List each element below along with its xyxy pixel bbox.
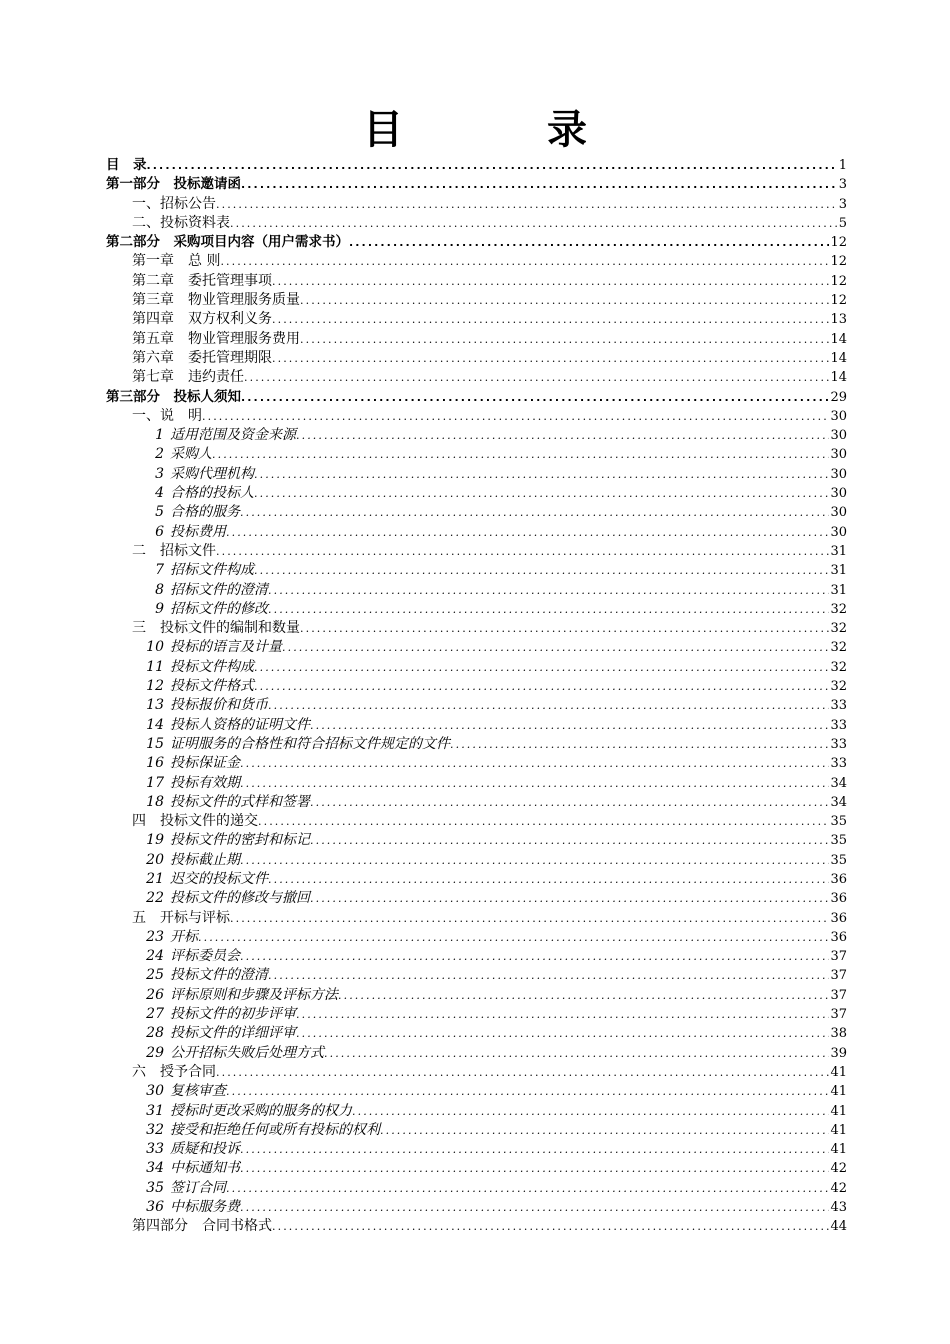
toc-page-number: 14 (830, 331, 847, 347)
toc-page-number: 33 (830, 736, 847, 752)
dot-leader (226, 1082, 829, 1101)
toc-page-number: 41 (830, 1142, 847, 1158)
toc-page-number: 14 (830, 350, 847, 366)
toc-entry-text: 投标文件格式 (170, 678, 254, 695)
toc-entry-number: 20 (146, 851, 164, 868)
toc-entry-number: 33 (146, 1141, 164, 1158)
dot-leader (240, 947, 829, 966)
toc-entry-text: 适用范围及资金来源 (170, 427, 296, 444)
toc-entry-text: 投标截止期 (170, 851, 240, 868)
toc-page-number: 14 (830, 370, 847, 386)
toc-entry[interactable] (106, 696, 847, 715)
toc-entry-text: 投标人资格的证明文件 (170, 716, 310, 733)
toc-entry-label (138, 523, 226, 542)
toc-entry-text: 投标的语言及计量 (170, 639, 282, 656)
toc-page-number: 30 (830, 466, 847, 482)
toc-page-number: 32 (830, 640, 847, 656)
toc-entry[interactable] (106, 677, 847, 696)
toc-entry-label (138, 986, 338, 1005)
toc-page-number: 32 (830, 679, 847, 695)
dot-leader (268, 966, 829, 985)
toc-entry-text: 招标文件构成 (170, 562, 254, 579)
toc-entry[interactable] (106, 619, 847, 638)
toc-page-number: 30 (830, 505, 847, 521)
dot-leader (254, 484, 829, 503)
toc-page-number: 29 (830, 389, 847, 405)
dot-leader (240, 774, 829, 793)
toc-entry-text: 评标委员会 (170, 948, 240, 965)
dot-leader (230, 909, 829, 928)
toc-page-number: 3 (838, 196, 847, 212)
toc-entry-label (138, 484, 254, 503)
toc-entry-number: 21 (146, 870, 164, 887)
toc-entry-label (138, 793, 310, 812)
toc-entry-label: 一、招标公告 (132, 195, 216, 212)
dot-leader (450, 735, 829, 754)
dot-leader (282, 638, 829, 657)
toc-entry-label: 第二部分 采购项目内容（用户需求书） (106, 234, 349, 251)
toc-entry[interactable] (106, 1102, 847, 1121)
dot-leader (254, 677, 829, 696)
toc-page-number: 35 (830, 833, 847, 849)
toc-entry-label (138, 774, 240, 793)
toc-entry-number: 17 (146, 774, 164, 791)
dot-leader (268, 581, 829, 600)
toc-entry-number: 34 (146, 1160, 164, 1177)
dot-leader (352, 1102, 829, 1121)
toc-entry[interactable] (106, 445, 847, 464)
toc-page-number: 37 (830, 949, 847, 965)
toc-page-number: 12 (830, 254, 847, 270)
toc-entry-label (138, 851, 240, 870)
dot-leader (349, 233, 829, 252)
toc-page-number: 41 (830, 1122, 847, 1138)
dot-leader (216, 195, 838, 214)
toc-entry[interactable] (106, 1024, 847, 1043)
dot-leader (240, 1159, 829, 1178)
dot-leader (254, 658, 829, 677)
toc-entry[interactable] (106, 889, 847, 908)
toc-page-number: 41 (830, 1064, 847, 1080)
dot-leader (296, 1024, 829, 1043)
toc-entry-label (138, 503, 240, 522)
dot-leader (272, 1217, 829, 1236)
toc-entry-text: 投标文件的密封和标记 (170, 832, 310, 849)
dot-leader (202, 407, 829, 426)
dot-leader (268, 696, 829, 715)
dot-leader (300, 291, 829, 310)
toc-entry[interactable] (106, 523, 847, 542)
toc-entry-label (138, 831, 310, 850)
dot-leader (296, 426, 829, 445)
toc-entry[interactable] (106, 716, 847, 735)
table-of-contents (106, 156, 847, 1237)
toc-entry-label (138, 600, 268, 619)
toc-entry[interactable] (106, 928, 847, 947)
toc-entry-label (138, 465, 254, 484)
toc-entry-label: 第一章 总 则 (132, 253, 221, 270)
toc-entry-text: 投标报价和货币 (170, 697, 268, 714)
dot-leader (216, 542, 829, 561)
toc-entry[interactable] (106, 774, 847, 793)
toc-entry-label: 三 投标文件的编制和数量 (132, 620, 300, 637)
toc-entry[interactable] (106, 407, 847, 426)
toc-entry[interactable] (106, 175, 847, 194)
dot-leader (338, 986, 829, 1005)
toc-entry[interactable] (106, 735, 847, 754)
toc-entry[interactable] (106, 1159, 847, 1178)
toc-entry[interactable] (106, 966, 847, 985)
dot-leader (300, 330, 829, 349)
toc-page-number: 32 (830, 621, 847, 637)
toc-entry-text: 证明服务的合格性和符合招标文件规定的文件 (170, 735, 450, 752)
toc-page-number: 37 (830, 1007, 847, 1023)
toc-page-number: 5 (838, 215, 847, 231)
toc-entry-label (138, 1140, 240, 1159)
toc-entry[interactable] (106, 658, 847, 677)
toc-entry-number: 22 (146, 890, 164, 907)
toc-entry-label: 第三章 物业管理服务质量 (132, 292, 300, 309)
toc-entry[interactable] (106, 542, 847, 561)
toc-entry[interactable] (106, 156, 847, 175)
toc-entry-label: 第二章 委托管理事项 (132, 272, 272, 289)
toc-entry-text: 投标文件的详细评审 (170, 1025, 296, 1042)
toc-entry-number: 11 (146, 658, 164, 675)
toc-page-number: 30 (830, 447, 847, 463)
toc-entry-label: 第五章 物业管理服务费用 (132, 330, 300, 347)
toc-page-number: 30 (830, 408, 847, 424)
toc-page-number: 38 (830, 1026, 847, 1042)
toc-entry-number: 31 (146, 1102, 164, 1119)
toc-entry[interactable] (106, 1005, 847, 1024)
toc-entry-label (138, 870, 268, 889)
dot-leader (226, 1179, 829, 1198)
toc-entry-label (138, 1102, 352, 1121)
dot-leader (310, 889, 829, 908)
toc-entry[interactable] (106, 252, 847, 271)
dot-leader (254, 465, 829, 484)
dot-leader (272, 310, 829, 329)
dot-leader (272, 272, 829, 291)
toc-entry-number: 25 (146, 967, 164, 984)
toc-entry[interactable] (106, 484, 847, 503)
dot-leader (216, 1063, 829, 1082)
dot-leader (240, 754, 829, 773)
dot-leader (240, 851, 829, 870)
toc-page-number: 31 (830, 582, 847, 598)
toc-entry[interactable] (106, 1179, 847, 1198)
toc-page-number: 35 (830, 852, 847, 868)
dot-leader (147, 156, 838, 175)
toc-page-number: 30 (830, 428, 847, 444)
toc-entry-text: 招标文件的澄清 (170, 581, 268, 598)
dot-leader (241, 175, 838, 194)
toc-page-number: 30 (830, 524, 847, 540)
toc-entry-label (138, 638, 282, 657)
toc-entry-label (138, 947, 240, 966)
toc-entry-number: 4 (155, 485, 164, 502)
toc-entry[interactable] (106, 851, 847, 870)
dot-leader (324, 1044, 829, 1063)
toc-page-number: 34 (830, 794, 847, 810)
toc-entry-number: 24 (146, 948, 164, 965)
toc-entry-label (138, 754, 240, 773)
toc-entry-label (138, 445, 212, 464)
toc-entry[interactable] (106, 310, 847, 329)
toc-page-number: 12 (830, 293, 847, 309)
toc-entry[interactable] (106, 581, 847, 600)
toc-entry-label: 第七章 违约责任 (132, 369, 244, 386)
dot-leader (198, 928, 829, 947)
toc-page-number: 42 (830, 1180, 847, 1196)
toc-page-number: 41 (830, 1084, 847, 1100)
toc-entry-label (138, 1159, 240, 1178)
toc-entry[interactable] (106, 388, 847, 407)
dot-leader (300, 619, 829, 638)
toc-entry-label (138, 1005, 296, 1024)
toc-entry[interactable] (106, 349, 847, 368)
toc-entry-label: 二、投标资料表 (132, 214, 230, 231)
dot-leader (310, 831, 829, 850)
toc-entry-number: 28 (146, 1025, 164, 1042)
toc-entry[interactable] (106, 465, 847, 484)
toc-entry[interactable] (106, 291, 847, 310)
toc-entry-text: 合格的服务 (170, 504, 240, 521)
toc-entry-number: 30 (146, 1083, 164, 1100)
toc-page-number: 35 (830, 814, 847, 830)
dot-leader (380, 1121, 829, 1140)
toc-entry[interactable] (106, 368, 847, 387)
toc-entry-label (138, 426, 296, 445)
toc-entry-label (138, 677, 254, 696)
toc-entry-number: 8 (155, 581, 164, 598)
toc-page-number: 32 (830, 601, 847, 617)
toc-entry-number: 13 (146, 697, 164, 714)
toc-entry-number: 14 (146, 716, 164, 733)
toc-page-number: 3 (838, 177, 847, 193)
toc-entry-number: 19 (146, 832, 164, 849)
toc-entry-label: 六 授予合同 (132, 1063, 216, 1080)
toc-entry[interactable] (106, 812, 847, 831)
toc-page-number: 1 (838, 158, 847, 173)
toc-entry-label (138, 1179, 226, 1198)
toc-entry[interactable] (106, 1044, 847, 1063)
toc-entry-label (138, 696, 268, 715)
dot-leader (296, 1005, 829, 1024)
toc-entry-label (138, 1082, 226, 1101)
toc-page-number: 44 (830, 1219, 847, 1235)
toc-entry-text: 投标文件的澄清 (170, 967, 268, 984)
dot-leader (272, 349, 829, 368)
toc-page-number: 31 (830, 543, 847, 559)
toc-entry-text: 投标文件的式样和签署 (170, 793, 310, 810)
toc-page-number: 37 (830, 987, 847, 1003)
toc-entry[interactable] (106, 330, 847, 349)
toc-entry-text: 签订合同 (170, 1179, 226, 1196)
toc-entry-text: 质疑和投诉 (170, 1141, 240, 1158)
dot-leader (268, 870, 829, 889)
toc-entry-text: 复核审查 (170, 1083, 226, 1100)
toc-entry-label (138, 966, 268, 985)
toc-entry-label: 五 开标与评标 (132, 909, 230, 926)
toc-page-number: 30 (830, 486, 847, 502)
toc-entry-number: 2 (155, 446, 164, 463)
toc-page-number: 12 (830, 235, 847, 251)
toc-entry-text: 开标 (170, 928, 198, 945)
dot-leader (230, 214, 838, 233)
toc-entry-text: 投标费用 (170, 523, 226, 540)
toc-entry[interactable] (106, 1217, 847, 1236)
toc-entry[interactable] (106, 503, 847, 522)
dot-leader (244, 368, 829, 387)
toc-entry[interactable] (106, 831, 847, 850)
toc-entry-label: 目 录 (106, 157, 147, 173)
toc-entry[interactable] (106, 1082, 847, 1101)
toc-entry-number: 23 (146, 928, 164, 945)
toc-entry-text: 合格的投标人 (170, 485, 254, 502)
dot-leader (258, 812, 829, 831)
toc-entry-label (138, 889, 310, 908)
dot-leader (220, 252, 829, 271)
toc-entry-number: 16 (146, 755, 164, 772)
toc-entry-number: 7 (155, 562, 164, 579)
toc-entry-label (138, 716, 310, 735)
toc-entry-text: 中标通知书 (170, 1160, 240, 1177)
toc-entry[interactable] (106, 986, 847, 1005)
toc-entry-number: 18 (146, 793, 164, 810)
toc-entry[interactable] (106, 426, 847, 445)
toc-entry-label: 二 招标文件 (132, 542, 216, 559)
toc-entry-number: 26 (146, 986, 164, 1003)
toc-entry[interactable] (106, 600, 847, 619)
toc-entry-number: 12 (146, 678, 164, 695)
toc-entry-label: 第六章 委托管理期限 (132, 349, 272, 366)
toc-page-number: 36 (830, 910, 847, 926)
toc-entry-number: 10 (146, 639, 164, 656)
toc-entry[interactable] (106, 1063, 847, 1082)
toc-entry-label (138, 581, 268, 600)
toc-entry[interactable] (106, 638, 847, 657)
toc-entry-text: 授标时更改采购的服务的权力 (170, 1102, 352, 1119)
toc-entry-label: 第四部分 合同书格式 (132, 1218, 272, 1235)
toc-page-number: 34 (830, 775, 847, 791)
toc-entry[interactable] (106, 947, 847, 966)
toc-entry-number: 29 (146, 1044, 164, 1061)
toc-entry[interactable] (106, 233, 847, 252)
toc-entry-text: 投标文件的修改与撤回 (170, 890, 310, 907)
toc-page-number: 13 (830, 312, 847, 328)
toc-entry-label (138, 1044, 324, 1063)
page-title: 目 录 (363, 107, 639, 153)
toc-entry-label: 四 投标文件的递交 (132, 813, 258, 830)
toc-entry-label (138, 1024, 296, 1043)
toc-entry-text: 公开招标失败后处理方式 (170, 1044, 324, 1061)
toc-entry-label (138, 658, 254, 677)
dot-leader (310, 793, 829, 812)
toc-entry-label (138, 561, 254, 580)
toc-entry[interactable] (106, 195, 847, 214)
toc-page-number: 43 (830, 1200, 847, 1216)
dot-leader (240, 503, 829, 522)
toc-page-number: 33 (830, 717, 847, 733)
toc-entry-number: 1 (155, 427, 164, 444)
toc-entry-label: 第三部分 投标人须知 (106, 388, 241, 405)
dot-leader (268, 600, 829, 619)
toc-entry-number: 36 (146, 1199, 164, 1216)
toc-entry-text: 采购人 (170, 446, 212, 463)
toc-entry-number: 6 (155, 523, 164, 540)
toc-entry[interactable] (106, 793, 847, 812)
toc-entry-number: 35 (146, 1179, 164, 1196)
toc-page-number: 32 (830, 659, 847, 675)
toc-page-number: 36 (830, 891, 847, 907)
toc-entry-text: 迟交的投标文件 (170, 870, 268, 887)
toc-entry[interactable] (106, 1140, 847, 1159)
toc-entry-label: 第一部分 投标邀请函 (106, 176, 241, 193)
toc-entry-label (138, 1198, 240, 1217)
toc-page-number: 39 (830, 1045, 847, 1061)
toc-entry[interactable] (106, 1198, 847, 1217)
toc-entry-text: 投标文件构成 (170, 658, 254, 675)
toc-entry-number: 27 (146, 1006, 164, 1023)
toc-entry-label (138, 928, 198, 947)
toc-entry-text: 中标服务费 (170, 1199, 240, 1216)
toc-entry-text: 招标文件的修改 (170, 600, 268, 617)
dot-leader (226, 523, 829, 542)
toc-entry[interactable] (106, 1121, 847, 1140)
toc-entry[interactable] (106, 214, 847, 233)
toc-page-number: 36 (830, 871, 847, 887)
toc-entry-label (138, 1121, 380, 1140)
toc-entry-label: 第四章 双方权利义务 (132, 311, 272, 328)
toc-entry[interactable] (106, 272, 847, 291)
toc-page-number: 36 (830, 929, 847, 945)
toc-entry[interactable] (106, 909, 847, 928)
toc-entry[interactable] (106, 870, 847, 889)
toc-entry-number: 5 (155, 504, 164, 521)
toc-entry-number: 32 (146, 1121, 164, 1138)
toc-page-number: 42 (830, 1161, 847, 1177)
toc-page-number: 41 (830, 1103, 847, 1119)
toc-entry-text: 投标有效期 (170, 774, 240, 791)
toc-page-number: 12 (830, 273, 847, 289)
dot-leader (212, 445, 829, 464)
dot-leader (254, 561, 829, 580)
toc-page-number: 33 (830, 756, 847, 772)
toc-page-number: 31 (830, 563, 847, 579)
dot-leader (241, 388, 829, 407)
toc-page-number: 37 (830, 968, 847, 984)
toc-entry-text: 投标保证金 (170, 755, 240, 772)
toc-entry-text: 评标原则和步骤及评标方法 (170, 986, 338, 1003)
toc-entry[interactable] (106, 561, 847, 580)
toc-entry[interactable] (106, 754, 847, 773)
toc-entry-number: 3 (155, 465, 164, 482)
dot-leader (240, 1140, 829, 1159)
toc-entry-label: 一、说 明 (132, 407, 202, 424)
toc-entry-label (138, 735, 450, 754)
toc-entry-text: 采购代理机构 (170, 465, 254, 482)
toc-page-number: 33 (830, 698, 847, 714)
toc-entry-number: 9 (155, 600, 164, 617)
dot-leader (310, 716, 829, 735)
dot-leader (240, 1198, 829, 1217)
toc-entry-number: 15 (146, 735, 164, 752)
toc-entry-text: 接受和拒绝任何或所有投标的权利 (170, 1121, 380, 1138)
toc-entry-text: 投标文件的初步评审 (170, 1006, 296, 1023)
